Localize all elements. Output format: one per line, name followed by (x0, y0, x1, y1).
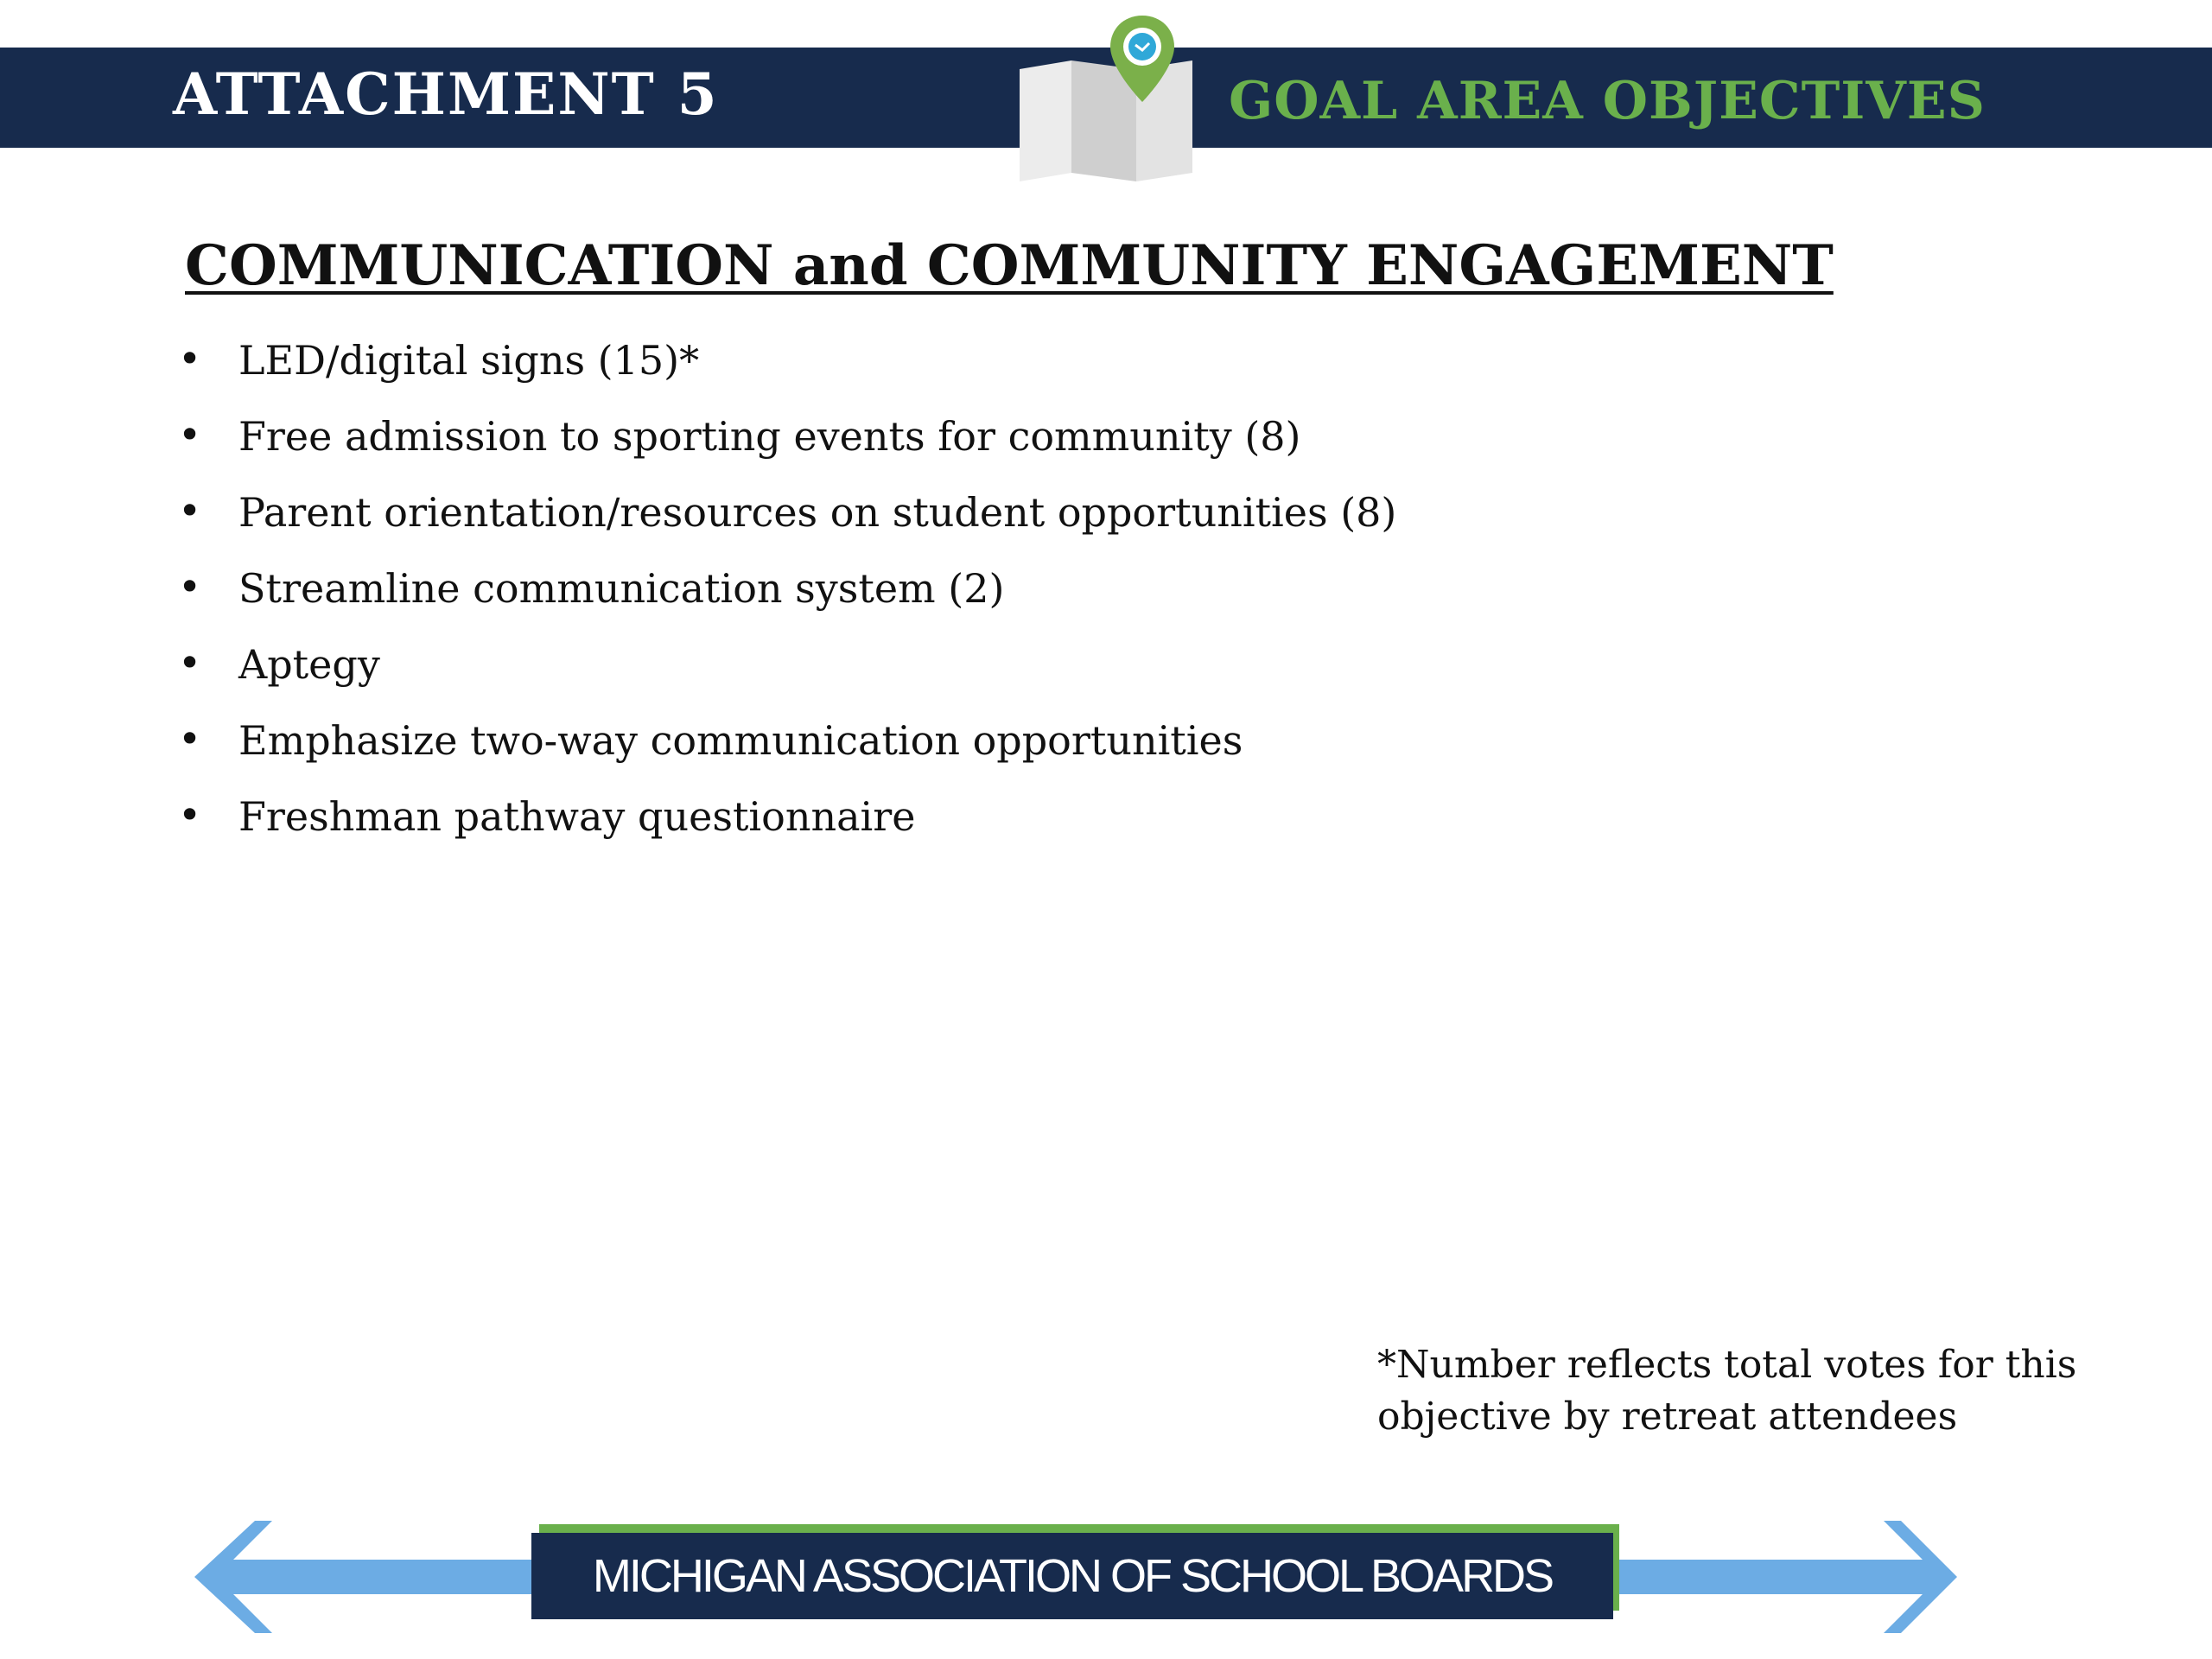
votes-footnote (1377, 1339, 2138, 1443)
goal-area-title: GOAL AREA OBJECTIVES (1229, 71, 1986, 131)
bullet-icon: • (178, 639, 202, 686)
section-title: COMMUNICATION and COMMUNITY ENGAGEMENT (185, 233, 1834, 298)
objective-text: Parent orientation/resources on student opportunities (8) (238, 489, 1397, 536)
objective-text: Streamline communication system (2) (238, 565, 1005, 612)
bullet-icon: • (178, 335, 202, 382)
attachment-title: ATTACHMENT 5 (173, 60, 719, 128)
objective-text: Aptegy (238, 641, 380, 688)
map-pin-icon (1011, 9, 1201, 181)
bullet-icon: • (178, 791, 202, 838)
bullet-icon: • (178, 715, 202, 762)
footnote-line: *Number reflects total votes for this (1377, 1343, 2077, 1387)
footer-banner (531, 1533, 1613, 1619)
objective-text: Freshman pathway questionnaire (238, 793, 916, 840)
footnote-line: objective by retreat attendees (1377, 1395, 1958, 1439)
objective-text: Free admission to sporting events for community (8) (238, 413, 1301, 460)
objective-text: LED/digital signs (15)* (238, 337, 700, 384)
bullet-icon: • (178, 563, 202, 610)
bullet-icon: • (178, 487, 202, 534)
organization-name: MICHIGAN ASSOCIATION OF SCHOOL BOARDS (592, 1550, 1553, 1602)
bullet-icon: • (178, 411, 202, 458)
objective-text: Emphasize two-way communication opportunities (238, 717, 1243, 764)
